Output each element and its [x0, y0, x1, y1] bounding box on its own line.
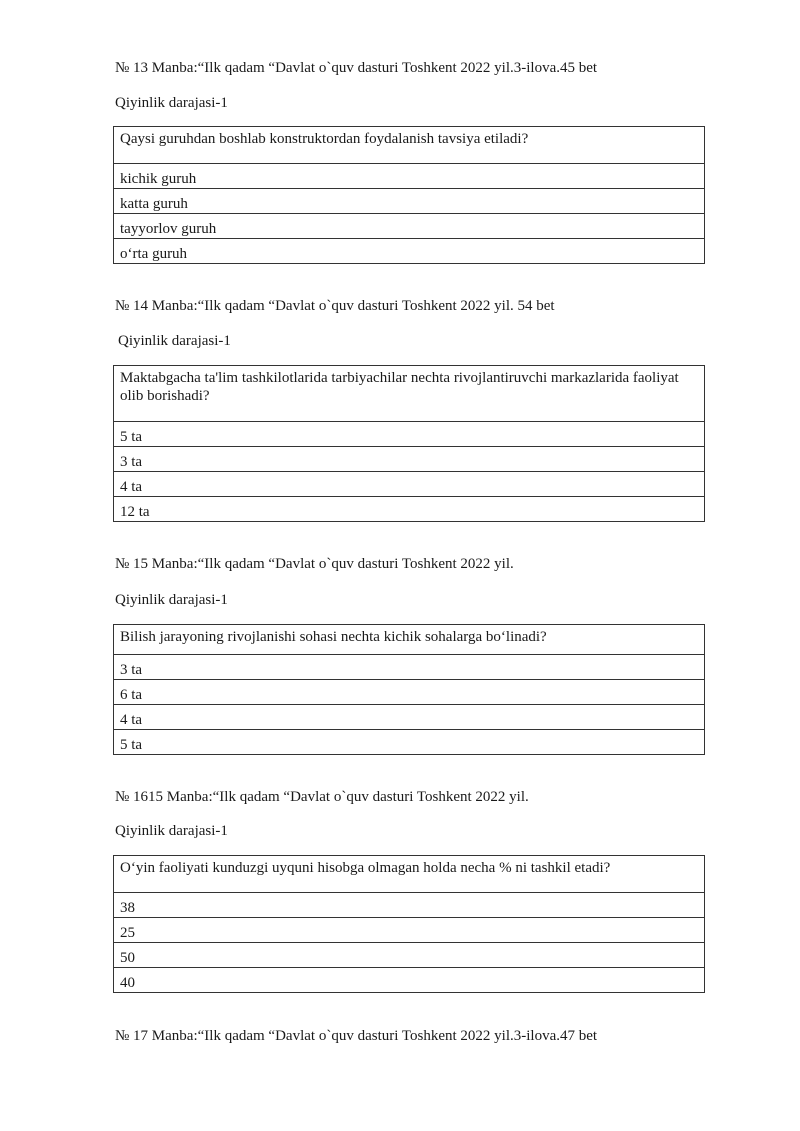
question-15-text: Bilish jarayoning rivojlanishi sohasi nechta kichik sohalarga bo‘linadi?: [114, 625, 705, 655]
question-15-option-2: 6 ta: [114, 680, 705, 705]
question-13-text: Qaysi guruhdan boshlab konstruktordan foydalanish tavsiya etiladi?: [114, 127, 705, 164]
question-14-difficulty: Qiyinlik darajasi-1: [118, 333, 231, 349]
question-13-source: № 13 Manba:“Ilk qadam “Davlat o`quv dasturi Toshkent 2022 yil.3-ilova.45 bet: [115, 60, 598, 76]
question-13-option-3: tayyorlov guruh: [114, 214, 705, 239]
question-14-option-3: 4 ta: [114, 472, 705, 497]
question-14-source: № 14 Manba:“Ilk qadam “Davlat o`quv dasturi Toshkent 2022 yil. 54 bet: [115, 298, 555, 314]
question-13-table: [113, 126, 705, 264]
question-13-difficulty: Qiyinlik darajasi-1: [115, 95, 228, 111]
question-1615-option-4: 40: [120, 975, 135, 991]
question-1615-option-1: 38: [114, 893, 705, 918]
question-13-option-1: kichik guruh: [114, 164, 705, 189]
question-1615-option-2: 25: [114, 918, 705, 943]
question-1615-text: O‘yin faoliyati kunduzgi uyquni hisobga olmagan holda necha % ni tashkil etadi?: [114, 856, 705, 893]
question-13-option-2: katta guruh: [114, 189, 705, 214]
question-1615-difficulty: Qiyinlik darajasi-1: [115, 823, 228, 839]
question-14-option-2: 3 ta: [114, 447, 705, 472]
question-15-source: № 15 Manba:“Ilk qadam “Davlat o`quv dasturi Toshkent 2022 yil.: [115, 556, 514, 572]
question-14-text: Maktabgacha ta'lim tashkilotlarida tarbiyachilar nechta rivojlantiruvchi markazlarida faoliyat olib borishadi?: [114, 366, 705, 422]
question-1615-option-3: 50: [114, 943, 705, 968]
question-14-option-4: 12 ta: [120, 504, 150, 520]
question-15-table: [113, 624, 705, 755]
question-14-table: [113, 365, 705, 522]
question-15-option-4: 5 ta: [120, 737, 143, 753]
question-13-option-4: o‘rta guruh: [120, 246, 188, 262]
question-17-source: № 17 Manba:“Ilk qadam “Davlat o`quv dasturi Toshkent 2022 yil.3-ilova.47 bet: [115, 1028, 598, 1044]
question-1615-source: № 1615 Manba:“Ilk qadam “Davlat o`quv dasturi Toshkent 2022 yil.: [115, 789, 529, 805]
question-15-option-1: 3 ta: [114, 655, 705, 680]
question-15-difficulty: Qiyinlik darajasi-1: [115, 592, 228, 608]
question-1615-table: [113, 855, 705, 993]
question-14-option-1: 5 ta: [114, 422, 705, 447]
question-15-option-3: 4 ta: [114, 705, 705, 730]
